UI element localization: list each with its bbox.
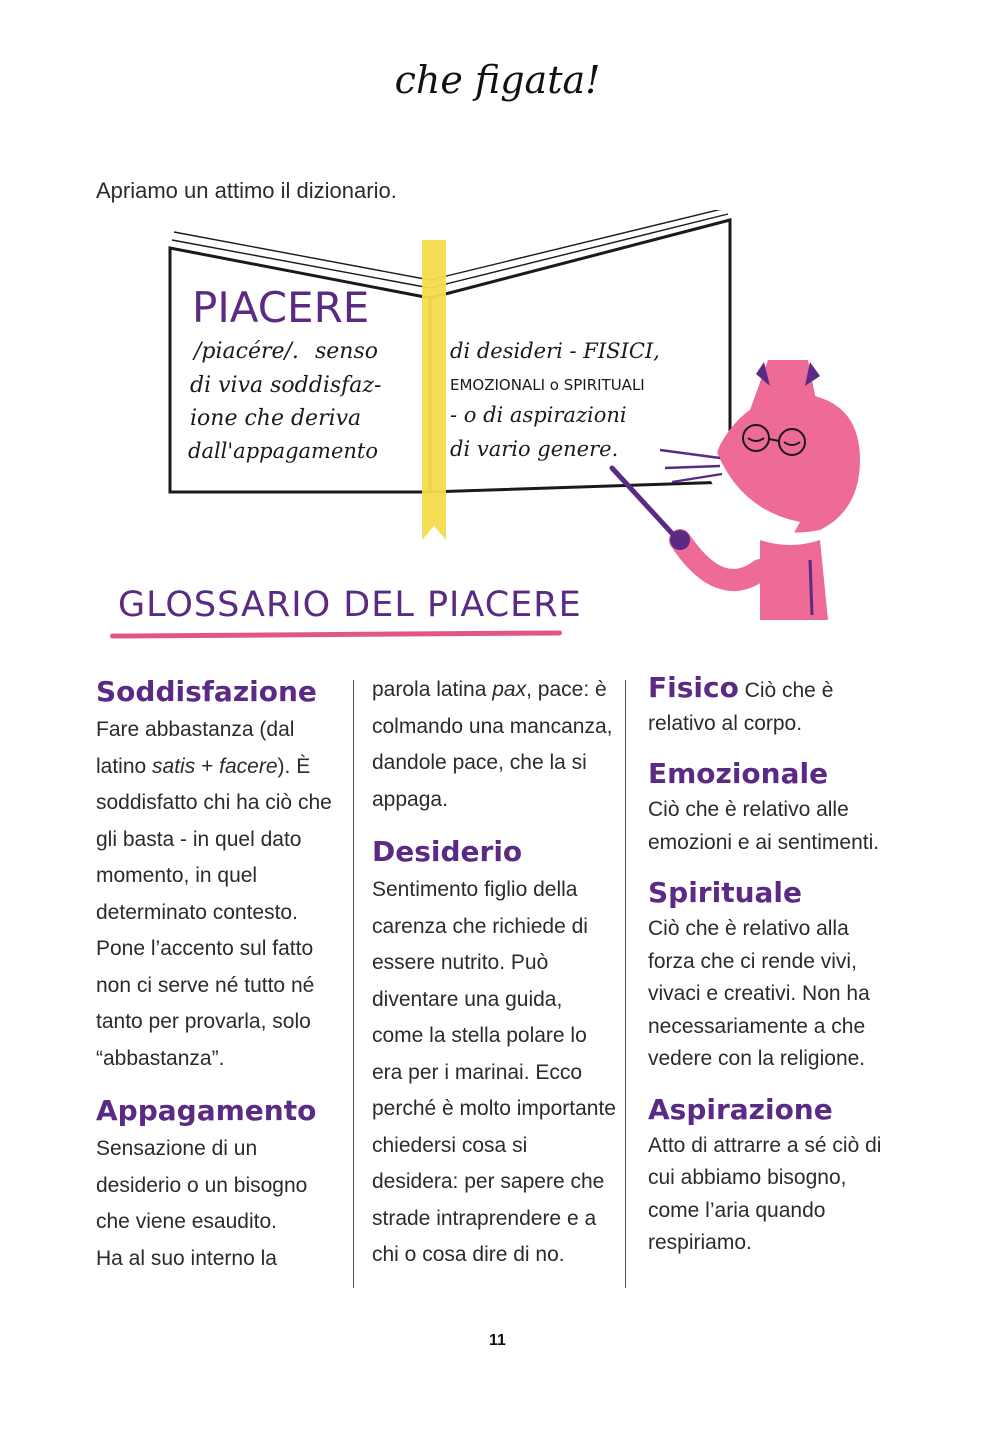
glossary-underline [110, 630, 562, 638]
term-soddisfazione: Soddisfazione [96, 675, 317, 708]
definition-fisico [648, 672, 898, 740]
right-line-1: di desideri - FISICI, [450, 339, 660, 363]
dictionary-illustration [160, 210, 880, 630]
definition-appagamento-cont: Ha al suo interno la [96, 1246, 277, 1270]
left-line-2: di viva soddisfaz- [190, 373, 382, 398]
def-part: , pace: è colmando una mancanza, dandole pace, che la si appaga. [372, 678, 613, 811]
definition-appagamento: Sensazione di un desiderio o un bisogno che viene esaudito. [96, 1137, 308, 1233]
def-part: parola latina [372, 678, 493, 701]
intro-text: Apriamo un attimo il dizionario. [96, 178, 397, 203]
term-desiderio: Desiderio [372, 835, 523, 868]
definition-desiderio: Sentimento figlio della carenza che richiede di essere nutrito. Può diventare una guida, come la stella polare lo era per i marinai. Ecco perché è molto importante chiedersi cosa si desidera: per sapere che strade intraprendere e a chi o cosa dire di no. [372, 878, 616, 1266]
left-line-1: senso [315, 339, 379, 364]
term-appagamento: Appagamento [96, 1094, 317, 1127]
word-piacere: PIACERE [192, 283, 370, 332]
definition-soddisfazione [96, 712, 346, 1077]
logo: che figata! [394, 58, 601, 102]
def-part: Ciò che è relativo al corpo. [648, 679, 834, 735]
definition-appagamento-continued [372, 672, 617, 818]
definition-aspirazione: Atto di attrarre a sé ciò di cui abbiamo bisogno, come l’aria quando respiriamo. [648, 1133, 882, 1254]
term-spirituale: Spirituale [648, 876, 803, 909]
right-line-4: di vario genere. [450, 437, 619, 461]
def-latin: pax [492, 678, 527, 701]
left-line-3: ione che deriva [190, 406, 362, 431]
column-1 [96, 672, 346, 1277]
column-2 [372, 672, 617, 1274]
def-part: Fare abbastanza (dal latino [96, 718, 295, 778]
column-3 [648, 672, 898, 1260]
column-divider-2 [625, 680, 626, 1288]
definition-spirituale: Ciò che è relativo alla forza che ci rende vivi, vivaci e creativi. Non ha necessariamente a che vedere con la religione. [648, 917, 870, 1070]
definition-emozionale: Ciò che è relativo alle emozioni e ai sentimenti. [648, 798, 880, 854]
def-latin: satis [152, 754, 196, 778]
def-part: ). È soddisfatto chi ha ciò che gli basta - in quel dato momento, in quel determinato contesto. Pone l’accento sul fatto non ci serve né tutto né tanto per provarla, solo “abbastanza”. [96, 754, 332, 1070]
term-fisico: Fisico [648, 671, 739, 704]
term-aspirazione: Aspirazione [648, 1092, 833, 1126]
page-number: 11 [489, 1332, 506, 1349]
left-line-4: dall'appagamento [188, 439, 379, 463]
def-part: + [195, 754, 220, 778]
right-line-3: - o di aspirazioni [450, 403, 627, 427]
bookmark [422, 240, 446, 540]
pron: /piacére/. [194, 339, 299, 364]
def-latin: facere [219, 754, 278, 778]
term-emozionale: Emozionale [648, 757, 829, 790]
right-line-2: EMOZIONALI o SPIRITUALI [450, 376, 645, 394]
glossary-title: GLOSSARIO DEL PIACERE [118, 585, 582, 625]
column-divider-1 [353, 680, 354, 1288]
